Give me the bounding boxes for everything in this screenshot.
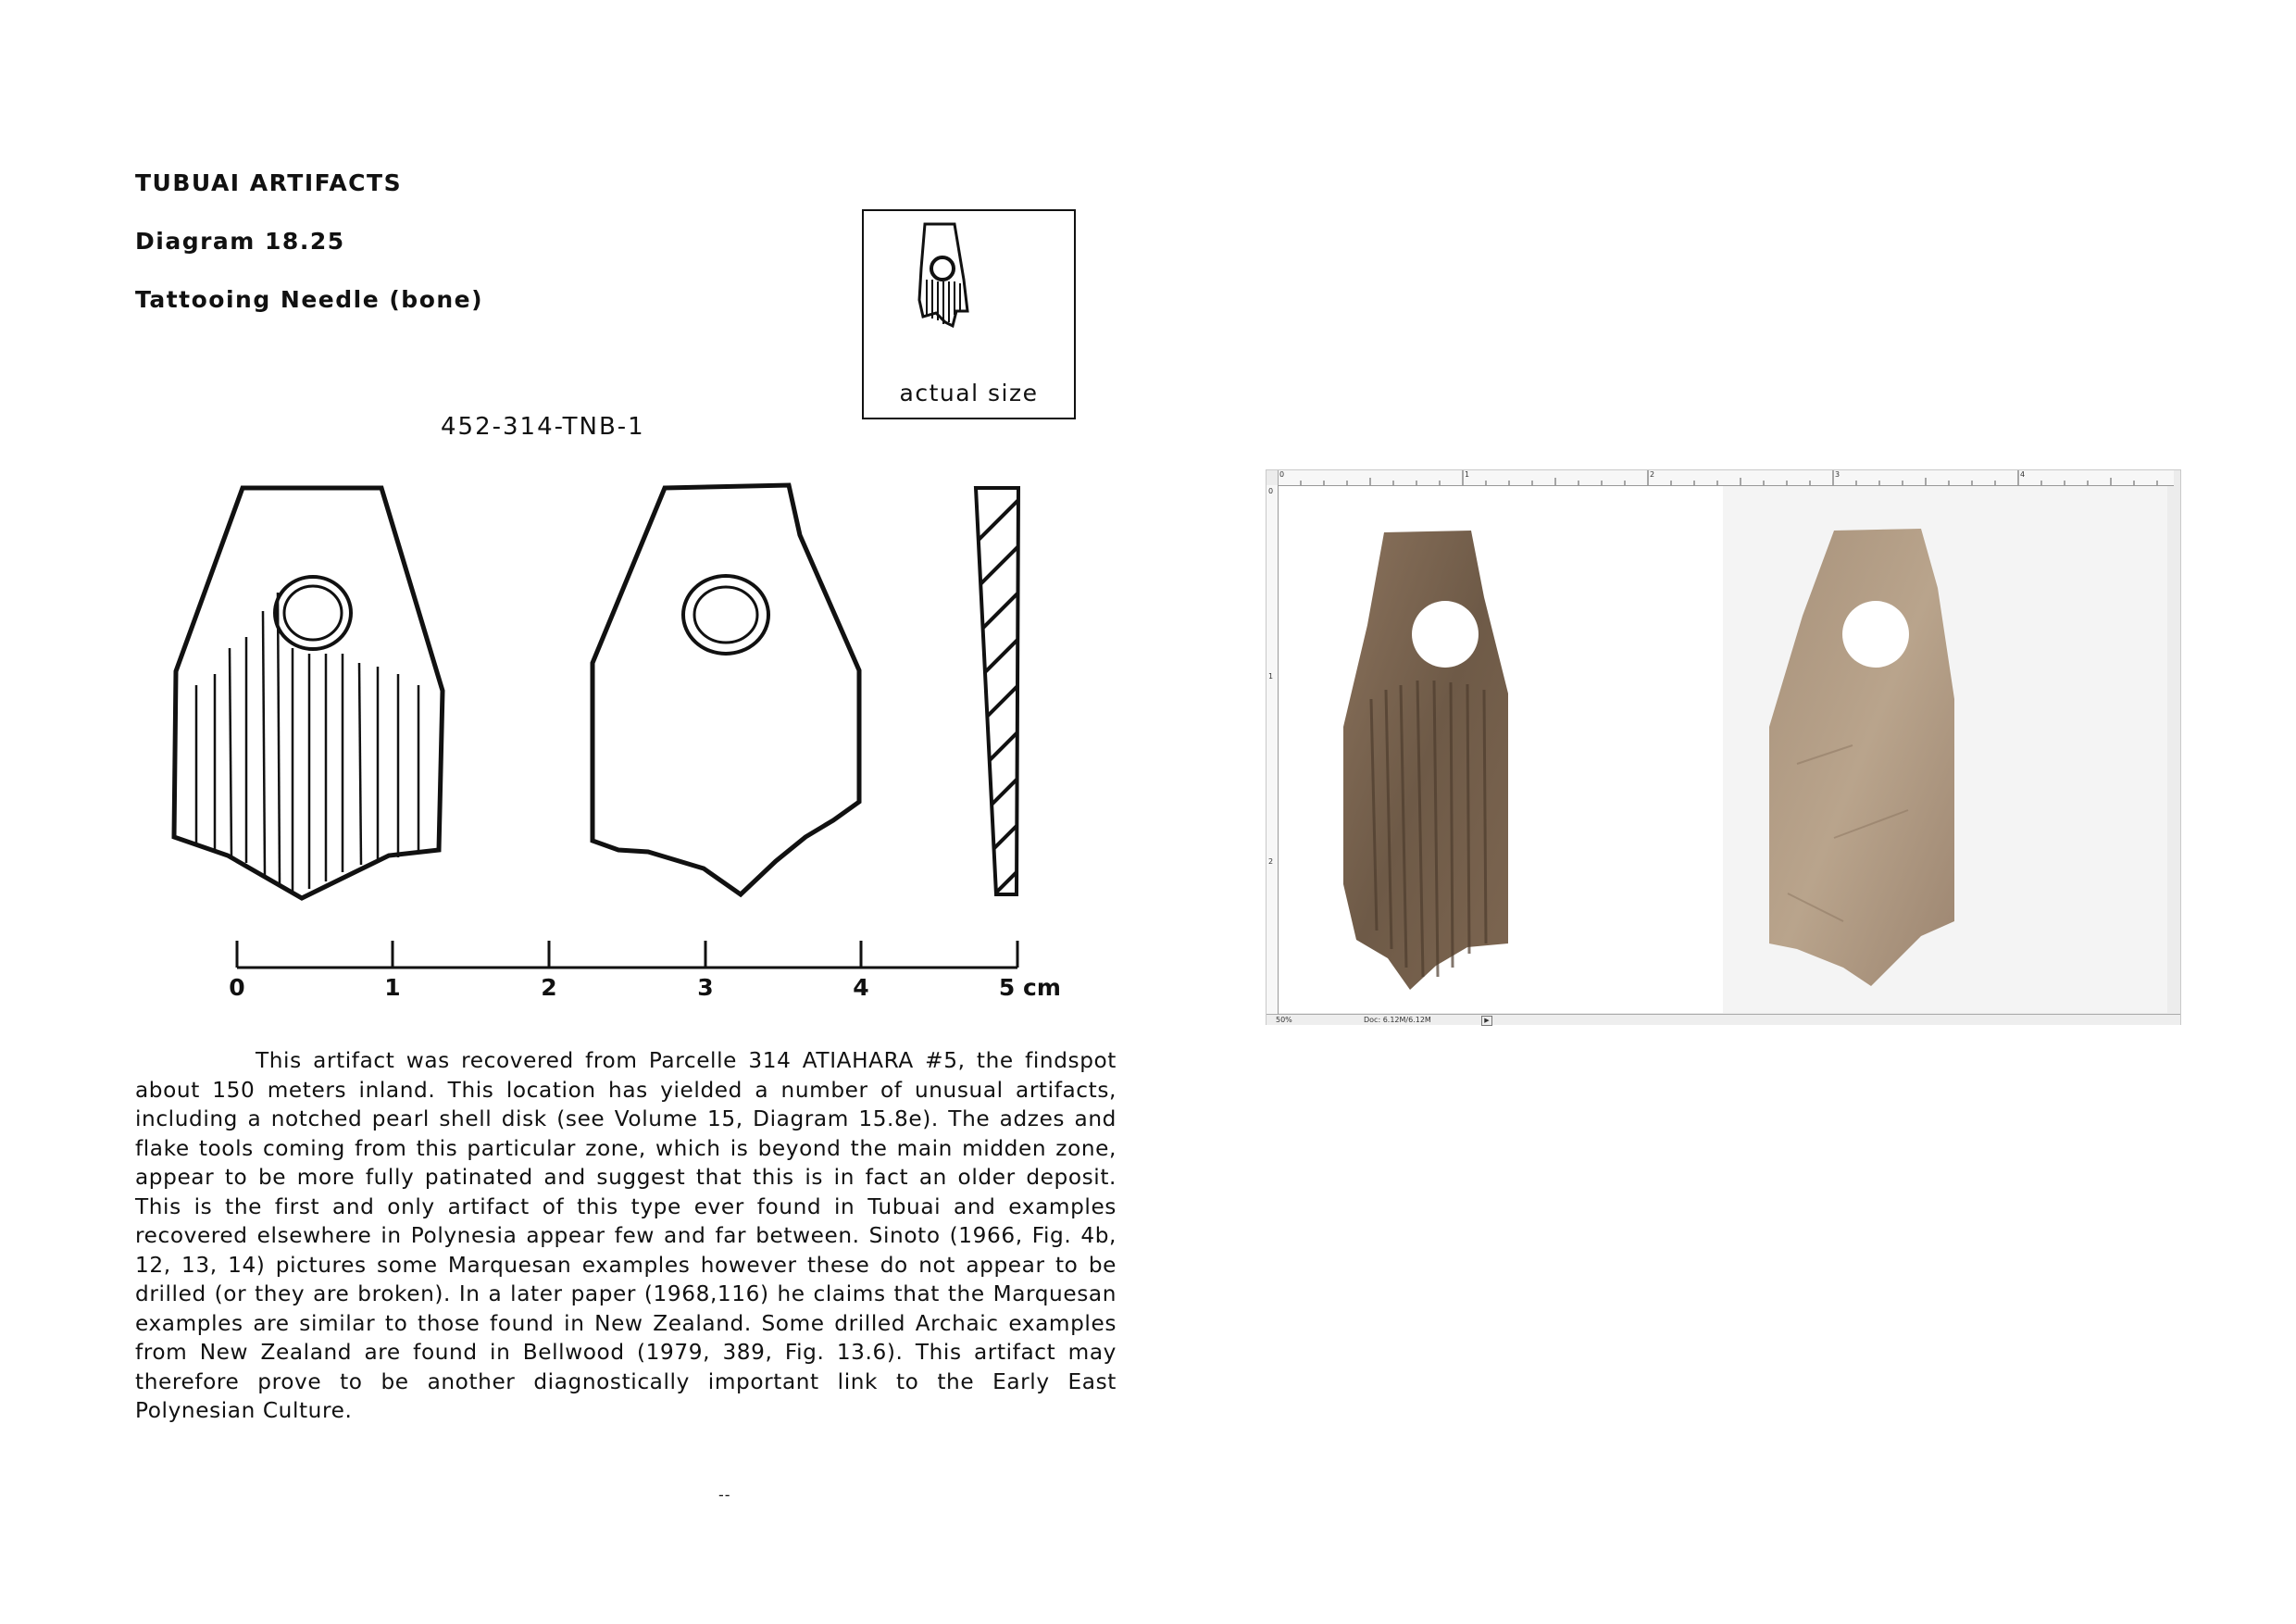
ruler-top-3: 3 <box>1835 470 1841 479</box>
actual-size-label: actual size <box>899 380 1039 406</box>
scale-label-0: 0 <box>229 974 245 1001</box>
scale-label-1: 1 <box>384 974 401 1001</box>
ruler-left-2: 2 <box>1268 857 1274 866</box>
ruler-left-0: 0 <box>1268 487 1274 495</box>
scale-label-3: 3 <box>697 974 714 1001</box>
diagram-number: Diagram 18.25 <box>135 228 345 255</box>
front-view-drawing <box>174 488 443 898</box>
page-mark: -- <box>718 1486 731 1504</box>
back-view-drawing <box>593 485 859 894</box>
specimen-id: 452-314-TNB-1 <box>441 413 645 441</box>
photo-canvas <box>1279 486 2167 1013</box>
description-text: This artifact was recovered from Parcelle 314 ATIAHARA #5, the findspot about 150 meters inland. This location has yielded a number of unusual artifacts, including a notched pearl shell disk (see Volume 15, Diagram 15.8e). The adzes and flake tools coming from this particular zone, which is beyond the main midden zone, appear to be more fully patinated and suggest that this is in fact an older deposit. This is the first and only artifact of this type ever found in Tubuai and examples recovered elsewhere in Polynesia appear few and far between. Sinoto (1966, Fig. 4b, 12, 13, 14) pictures some Marquesan examples however these do not appear to be drilled (or they are broken). In a later paper (1968,116) he claims that the Marquesan examples are similar to those found in New Zealand. Some drilled Archaic examples from New Zealand are found in Bellwood (1979, 389, Fig. 13.6). This artifact may therefore prove to be another diagnostically important link to the Early East Polynesian Culture. <box>135 1048 1117 1423</box>
scale-label-5cm: 5 cm <box>998 974 1061 1001</box>
ruler-top-2: 2 <box>1650 470 1655 479</box>
scale-label-2: 2 <box>541 974 557 1001</box>
description-paragraph <box>135 1046 1117 1426</box>
ruler-ticks <box>1278 470 2174 485</box>
ruler-top-1: 1 <box>1465 470 1470 479</box>
triangle-right-icon[interactable]: ▶ <box>1481 1016 1492 1026</box>
page-title: TUBUAI ARTIFACTS <box>135 169 403 196</box>
status-bar <box>1267 1014 2180 1025</box>
front-photo <box>1343 531 1508 990</box>
ruler-left-1: 1 <box>1268 672 1274 681</box>
ruler-top-0: 0 <box>1279 470 1285 479</box>
zoom-level[interactable]: 50% <box>1276 1016 1292 1024</box>
doc-size: Doc: 6.12M/6.12M <box>1364 1016 1431 1024</box>
scale-bar <box>237 941 1017 968</box>
cross-section-drawing <box>963 488 1028 926</box>
ruler-top-4: 4 <box>2020 470 2026 479</box>
bone-needle-photos <box>1279 486 2167 1013</box>
horizontal-ruler <box>1278 470 2174 486</box>
photo-editor-window <box>1266 469 2181 1025</box>
vertical-ruler <box>1267 485 1279 1015</box>
scale-label-4: 4 <box>853 974 869 1001</box>
artifact-subtitle: Tattooing Needle (bone) <box>135 286 484 313</box>
